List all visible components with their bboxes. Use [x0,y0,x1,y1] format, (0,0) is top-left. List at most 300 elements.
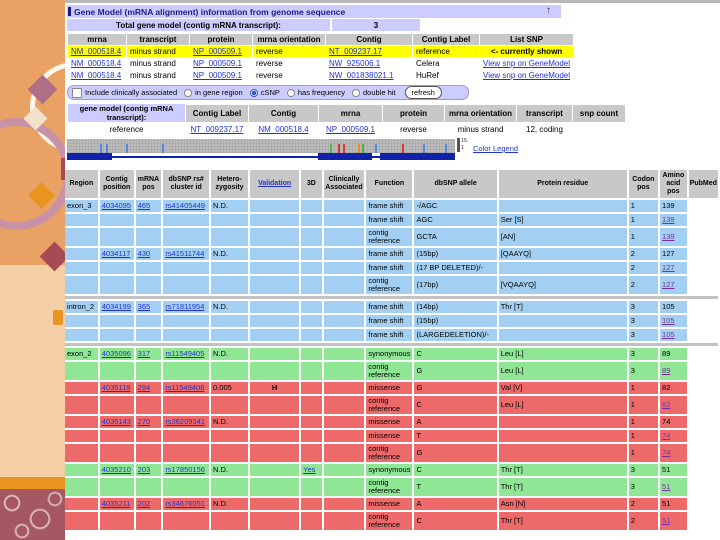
snp-cell [499,329,627,341]
scale-top-label: 15 [457,138,471,145]
snp-cell [324,430,365,442]
gene-model-value: 12, coding [517,123,572,135]
snp-cell [136,512,162,530]
snp-cell [250,276,299,294]
snp-cell: 1 [629,200,658,212]
snp-cell: synonymous [366,464,412,476]
snp-cell-link[interactable]: 294 [137,382,151,392]
snp-cell [65,464,98,476]
snp-cell [660,512,687,530]
snp-tick-mark [358,144,360,153]
snp-cell [499,430,627,442]
snp-cell: intron_2 [65,301,98,313]
snp-cell-link[interactable]: 74 [662,447,671,457]
snp-cell: 1 [629,416,658,428]
snp-cell: C [414,464,496,476]
alignment-cell [68,70,126,81]
snp-cell [301,464,321,476]
alignment-cell: reference [413,46,479,57]
alignment-table-wrap [67,33,574,82]
snp-row [65,382,718,394]
snp-cell [65,248,98,260]
snp-cell [163,382,209,394]
alignment-cell: <- currently shown [480,46,573,57]
snp-cell [301,382,321,394]
snp-cell [100,315,134,327]
snp-col-header: dbSNP allele [414,170,496,198]
snp-cell [324,214,365,226]
snp-cell-link[interactable]: 51 [662,515,671,525]
snp-cell-link[interactable]: rs11549406 [165,382,205,392]
snp-cell [100,262,134,274]
snp-cell: frame shift [366,329,412,341]
snp-cell: contig reference [366,276,412,294]
alignment-cell [326,46,412,57]
snp-cell [163,362,209,380]
snp-cell: Val [V] [499,382,627,394]
snp-cell [324,329,365,341]
snp-cell-link[interactable]: 365 [137,301,151,311]
snp-cell [163,498,209,510]
snp-cell-link[interactable]: 203 [137,464,151,474]
snp-col-header-link[interactable]: Validation [258,179,292,187]
snp-cell-link[interactable]: 4034095 [101,200,131,210]
snp-cell [163,464,209,476]
snp-cell: Leu [L] [499,396,627,414]
snp-cell [499,444,627,462]
snp-cell: Thr [T] [499,478,627,496]
snp-cell-link[interactable]: 127 [662,279,675,289]
snp-position-graphic [67,139,455,153]
snp-cell: N.D. [211,498,248,510]
snp-cell-link[interactable]: 4035096 [101,348,131,358]
section-title-bar [67,5,561,18]
alignment-col-header: mrna orientation [253,34,325,45]
color-legend-link[interactable]: Color Legend [473,144,519,153]
snp-cell [65,382,98,394]
snp-cell [136,228,162,246]
snp-cell [163,262,209,274]
snp-row [65,396,718,414]
snp-cell [250,329,299,341]
refresh-button[interactable]: refresh [405,86,442,99]
snp-cell: frame shift [366,248,412,260]
snp-cell: GCTA [414,228,496,246]
snp-cell [100,444,134,462]
snp-col-header: Amino acid pos [660,170,687,198]
snp-cell-link[interactable]: Yes [303,464,316,474]
snp-cell [250,416,299,428]
snp-cell: missense [366,416,412,428]
alignment-cell-link[interactable]: NW_925006.1 [329,59,381,68]
snp-cell-link[interactable]: 89 [662,365,671,375]
snp-cell [660,362,687,380]
snp-cell [301,498,321,510]
snp-cell [250,444,299,462]
snp-row [65,200,718,212]
snp-cell-link[interactable]: 74 [662,430,671,440]
snp-cell-link[interactable]: 4034117 [101,248,131,258]
snp-cell [250,301,299,313]
slide-decoration [0,0,65,540]
snp-cell [65,214,98,226]
snp-cell: G [414,362,496,380]
snp-cell: 89 [660,348,687,360]
snp-cell [211,396,248,414]
snp-cell [324,498,365,510]
snp-cell-link[interactable]: 4035210 [101,464,131,474]
snp-cell [65,512,98,530]
snp-cell [250,214,299,226]
snp-cell [100,362,134,380]
snp-cell-link[interactable]: 105 [662,329,675,339]
gene-model-summary-wrap [67,103,626,136]
snp-cell: contig reference [366,444,412,462]
snp-cell: contig reference [366,478,412,496]
snp-cell [324,301,365,313]
snp-cell-link[interactable]: rs71811954 [165,301,205,311]
snp-cell-link[interactable]: 202 [137,498,151,508]
snp-cell: 3 [629,348,658,360]
snp-cell [324,276,365,294]
snp-cell [163,301,209,313]
snp-cell: contig reference [366,228,412,246]
snp-cell [660,478,687,496]
snp-cell [324,444,365,462]
snp-row [65,362,718,380]
snp-cell [660,396,687,414]
snp-cell: C [414,396,496,414]
snp-row [65,498,718,510]
decoration-orange-rect [53,310,63,325]
alignment-cell [190,70,252,81]
gene-model-col-header: Contig Label [186,105,248,122]
snp-cell-link[interactable]: 430 [137,248,151,258]
snp-cell [65,396,98,414]
snp-cell: missense [366,498,412,510]
snp-cell: N.D. [211,416,248,428]
snp-cell [136,315,162,327]
snp-cell [136,498,162,510]
alignment-col-header: transcript [127,34,189,45]
snp-cell [136,214,162,226]
snp-cell-link[interactable]: rs11549405 [165,348,205,358]
snp-cell [301,329,321,341]
snp-cell: (14bp) [414,301,496,313]
snp-cell [65,276,98,294]
radio-label: has frequency [297,88,345,97]
snp-cell [65,228,98,246]
snp-filter-bar [67,85,469,100]
alignment-col-header: Contig Label [413,34,479,45]
snp-cell [136,396,162,414]
snp-cell [499,416,627,428]
snp-cell [100,248,134,260]
snp-cell: 2 [629,262,658,274]
radio-has-frequency[interactable] [287,89,295,97]
snp-cell [163,276,209,294]
snp-cell: 1 [629,430,658,442]
snp-cell [301,315,321,327]
gene-model-row-label: gene model (contig mRNA transcript): [68,104,185,122]
gene-model-value: minus strand [445,123,516,135]
gene-model-value-link[interactable]: NP_000509.1 [326,124,375,134]
alignment-col-header: Contig [326,34,412,45]
snp-cell: N.D. [211,464,248,476]
snp-cell [211,512,248,530]
snp-cell [163,430,209,442]
snp-cell: 3 [629,301,658,313]
snp-cell-link[interactable]: 139 [662,231,675,241]
snp-cell-link[interactable]: 82 [662,399,671,409]
snp-cell [211,228,248,246]
snp-cell [65,362,98,380]
snp-cell [65,478,98,496]
alignment-cell: minus strand [127,46,189,57]
snp-cell-link[interactable]: 317 [137,348,151,358]
alignment-row [68,70,573,81]
snp-cell [324,248,365,260]
snp-col-header: Hetero-zygosity [211,170,248,198]
snp-cell [100,430,134,442]
snp-cell [65,416,98,428]
snp-cell [163,214,209,226]
snp-cell [250,348,299,360]
gene-model-col-header: protein [383,105,444,122]
alignment-cell-link[interactable]: NP_000509.1 [193,59,242,68]
snp-cell: 2 [629,276,658,294]
decoration-peach-block [0,265,65,477]
snp-cell [301,348,321,360]
snp-cell [250,362,299,380]
alignment-cell-link[interactable]: NP_000509.1 [193,71,242,80]
snp-cell [136,362,162,380]
snp-cell: 51 [660,464,687,476]
snp-cell [301,248,321,260]
snp-row [65,315,718,327]
snp-tick-mark [343,144,345,153]
snp-cell [660,276,687,294]
alignment-cell-link[interactable]: NP_000509.1 [193,47,242,56]
snp-cell: Thr [T] [499,301,627,313]
snp-cell: missense [366,382,412,394]
alignment-cell: reverse [253,58,325,69]
snp-cell [163,478,209,496]
snp-col-header: Clinically Associated [324,170,365,198]
snp-cell [301,214,321,226]
gene-model-value-link[interactable]: NM_000518.4 [258,124,309,134]
radio-double-hit[interactable] [352,89,360,97]
snp-cell [163,416,209,428]
alignment-cell-link[interactable]: NM_000518.4 [71,59,122,68]
snp-cell [324,512,365,530]
snp-cell-link[interactable]: 4035211 [101,498,131,508]
alignment-cell-link[interactable]: NM_000518.4 [71,71,122,80]
snp-cell [100,200,134,212]
gene-model-col-header: transcript [517,105,572,122]
snp-cell-link[interactable]: rs36209341 [165,416,205,426]
snp-cell-link[interactable]: rs41511744 [165,248,205,258]
snp-cell [100,396,134,414]
snp-tick-mark [445,144,447,153]
snp-cell: 1 [629,228,658,246]
snp-cell: 82 [660,382,687,394]
alignment-cell-link[interactable]: NW_001838021.1 [329,71,394,80]
snp-cell: N.D. [211,248,248,260]
snp-cell: (LARGEDELETION)/- [414,329,496,341]
snp-tick-mark [375,144,377,153]
snp-cell [136,430,162,442]
snp-cell [211,430,248,442]
snp-cell: 3 [629,362,658,380]
snp-cell [250,248,299,260]
snp-cell [250,464,299,476]
snp-col-header [250,170,299,198]
snp-row [65,228,718,246]
snp-tick-mark [126,144,128,153]
alignment-cell-link[interactable]: NM_000518.4 [71,47,122,56]
snp-cell [301,444,321,462]
snp-cell [211,329,248,341]
alignment-cell [480,58,573,69]
snp-cell-link[interactable]: 139 [662,214,675,224]
gene-model-value: reverse [383,123,444,135]
snp-cell: 51 [660,498,687,510]
snp-cell [499,200,627,212]
snp-tick-mark [402,144,404,153]
snp-cell [100,498,134,510]
snp-cell: [AN] [499,228,627,246]
snp-cell-link[interactable]: 105 [662,315,675,325]
snp-cell [163,444,209,462]
snp-row [65,416,718,428]
snp-cell [301,276,321,294]
snp-cell: 127 [660,248,687,260]
snp-cell [301,262,321,274]
snp-cell-link[interactable]: 270 [137,416,151,426]
snp-cell [136,262,162,274]
snp-cell-link[interactable]: 4034199 [101,301,131,311]
snp-cell [163,512,209,530]
snp-cell [324,478,365,496]
snp-cell [65,430,98,442]
snp-cell [136,329,162,341]
snp-cell [100,382,134,394]
snp-cell [324,315,365,327]
snp-cell [301,478,321,496]
alignment-cell [326,70,412,81]
snp-cell [163,200,209,212]
snp-cell [65,444,98,462]
snp-cell-link[interactable]: rs41405449 [165,200,205,210]
title-marker-icon [68,7,71,16]
snp-cell: frame shift [366,214,412,226]
snp-cell: Ser [S] [499,214,627,226]
snp-cell [250,430,299,442]
alignment-row [68,58,573,69]
alignment-cell [326,58,412,69]
alignment-cell: minus strand [127,70,189,81]
snp-cell [136,248,162,260]
snp-cell [660,214,687,226]
snp-cell: (17 BP DELETED)/- [414,262,496,274]
snp-cell [211,214,248,226]
alignment-cell-link[interactable]: View snp on GeneModel [483,71,571,80]
snp-cell-link[interactable]: 4035119 [101,382,131,392]
alignment-cell-link[interactable]: NT_009237.17 [329,47,382,56]
radio-group [184,88,399,97]
snp-cell-link[interactable]: 51 [662,481,671,491]
snp-cell: 105 [660,301,687,313]
gene-model-col-header: snp count [573,105,625,122]
alignment-row [68,46,573,57]
top-border [65,0,720,3]
snp-cell [324,262,365,274]
snp-cell: frame shift [366,200,412,212]
snp-col-header: Protein residue [499,170,627,198]
snp-table [65,168,720,532]
snp-cell [301,416,321,428]
snp-tick-mark [330,144,332,153]
snp-cell [660,444,687,462]
snp-cell [211,478,248,496]
snp-col-header: mRNA pos [136,170,162,198]
scroll-up-arrow-icon[interactable]: ↑ [546,5,551,16]
gene-model-value-row [68,123,625,135]
snp-cell-link[interactable]: rs17850156 [165,464,205,474]
snp-cell [136,348,162,360]
snp-header-row [65,170,718,198]
snp-cell: contig reference [366,362,412,380]
snp-cell: T [414,478,496,496]
snp-cell: Leu [L] [499,348,627,360]
radio-in-gene-region[interactable] [184,89,192,97]
snp-cell-link[interactable]: 465 [137,200,151,210]
gene-model-value [319,123,382,135]
snp-cell [163,315,209,327]
snp-cell [324,228,365,246]
snp-cell [250,512,299,530]
snp-cell: C [414,348,496,360]
snp-cell: Thr [T] [499,512,627,530]
alignment-cell [68,46,126,57]
snp-cell [324,200,365,212]
snp-cell [136,444,162,462]
include-clinically-associated-checkbox[interactable] [72,88,82,98]
alignment-cell-link[interactable]: View snp on GeneModel [483,59,571,68]
exon-block [318,153,372,160]
snp-cell: (15bp) [414,248,496,260]
snp-cell-link[interactable]: 4035143 [101,416,131,426]
snp-row [65,214,718,226]
radio-cSNP[interactable] [250,89,258,97]
snp-cell [65,329,98,341]
snp-cell [136,382,162,394]
snp-cell-link[interactable]: 127 [662,262,675,272]
alignment-header-row [68,34,573,45]
snp-cell [301,362,321,380]
gene-model-value-link[interactable]: NT_009237.17 [190,124,244,134]
snp-cell [100,348,134,360]
snp-cell [324,348,365,360]
snp-cell: H [250,382,299,394]
snp-cell: N.D. [211,301,248,313]
snp-cell-link[interactable]: rs34676051 [165,498,205,508]
snp-cell [100,301,134,313]
snp-row [65,464,718,476]
snp-row [65,478,718,496]
snp-row [65,276,718,294]
